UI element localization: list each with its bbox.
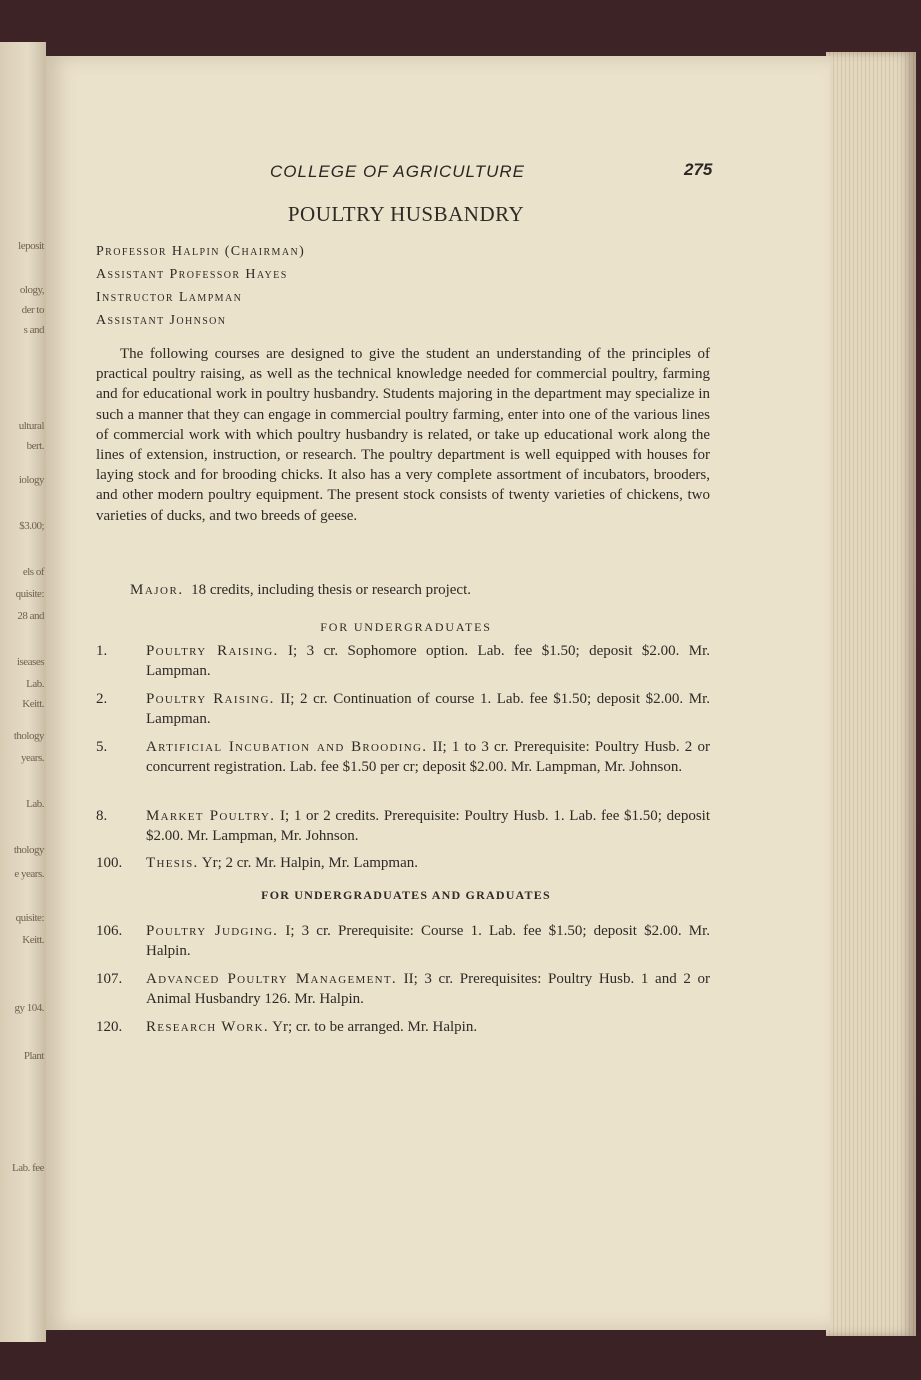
course-number: 5. xyxy=(96,739,108,755)
course-entry xyxy=(96,921,710,961)
facing-page-fragment: $3.00; xyxy=(19,520,44,532)
major-label: Major. xyxy=(130,582,184,598)
course-number: 2. xyxy=(96,691,108,707)
section-title: POULTRY HUSBANDRY xyxy=(287,202,525,226)
course-name: Poultry Raising. xyxy=(146,691,275,707)
course-details: I; 1 or 2 credits. Prerequisite: Poultry Husb. 1. Lab. fee $1.50; deposit $2.00. Mr. Lampman, Mr. Johnson. xyxy=(146,808,710,845)
course-entry xyxy=(96,806,710,846)
course-details: I; 3 cr. Prerequisite: Course 1. Lab. fee $1.50; deposit $2.00. Mr. Halpin. xyxy=(146,923,710,960)
facing-page-fragment: Keitt. xyxy=(22,698,44,710)
course-entry xyxy=(96,737,710,777)
facing-page-fragment: thology xyxy=(13,844,44,856)
major-text: 18 credits, including thesis or research project. xyxy=(191,582,472,598)
course-name: Advanced Poultry Management. xyxy=(146,971,397,987)
major-requirement xyxy=(130,582,710,599)
course-name: Thesis. xyxy=(146,855,199,871)
facing-page-fragment: Lab. xyxy=(26,678,44,690)
course-name: Poultry Raising. xyxy=(146,643,279,659)
course-details: II; 1 to 3 cr. Prerequisite: Poultry Husb. 2 or concurrent registration. Lab. fee $1.50 per cr; deposit $2.00. Mr. Lampman, Mr. Johnson. xyxy=(146,739,710,776)
course-details: II; 3 cr. Prerequisites: Poultry Husb. 1 and 2 or Animal Husbandry 126. Mr. Halpin. xyxy=(146,971,710,1008)
facing-page-edge xyxy=(0,42,46,1342)
graduate-heading: FOR UNDERGRADUATES AND GRADUATES xyxy=(261,888,551,902)
facing-page-fragment: iseases xyxy=(16,656,44,668)
course-name: Market Poultry. xyxy=(146,808,276,824)
intro-paragraph: The following courses are designed to give the student an understanding of the principles of practical poultry raising, as well as the technical knowledge needed for commercial poultry, farming and for educational work in poultry husbandry. Students majoring in the department may specialize in such a manner that they can engage in commercial poultry farming, enter into one of the various lines of commercial work with which poultry husbandry is related, or take up educational work along the lines of extension, instruction, or research. The poultry department is well equipped with houses for laying stock and for brooding chicks. It also has a very complete assortment of incubators, brooders, and other modern poultry equipment. The present stock consists of twenty varieties of chickens, two varieties of ducks, and two breeds of geese. xyxy=(96,346,710,524)
facing-page-fragment: e years. xyxy=(14,868,44,880)
course-number: 8. xyxy=(96,808,108,824)
course-entry xyxy=(96,1017,710,1037)
page-content xyxy=(46,56,830,1330)
facing-page-fragment: years. xyxy=(21,752,44,764)
course-details: I; 3 cr. Sophomore option. Lab. fee $1.50; deposit $2.00. Mr. Lampman. xyxy=(146,643,710,680)
facing-page-fragment: iology xyxy=(18,474,44,486)
staff-member: Instructor Lampman xyxy=(96,290,243,305)
course-number: 107. xyxy=(96,971,123,987)
facing-page-fragment: els of xyxy=(22,566,44,578)
course-name: Poultry Judging. xyxy=(146,923,279,939)
facing-page-fragment: Plant xyxy=(23,1050,44,1062)
facing-page-fragment: leposit xyxy=(18,240,44,252)
course-entry xyxy=(96,641,710,681)
course-number: 120. xyxy=(96,1019,123,1035)
course-details: Yr; 2 cr. Mr. Halpin, Mr. Lampman. xyxy=(201,855,418,871)
facing-page-fragment: Lab. xyxy=(26,798,44,810)
course-number: 100. xyxy=(96,855,123,871)
course-name: Artificial Incubation and Brooding. xyxy=(146,739,428,755)
course-details: Yr; cr. to be arranged. Mr. Halpin. xyxy=(272,1019,478,1035)
course-details: II; 2 cr. Continuation of course 1. Lab. fee $1.50; deposit $2.00. Mr. Lampman. xyxy=(146,691,710,728)
facing-page-fragment: gy 104. xyxy=(14,1002,44,1014)
staff-list xyxy=(96,240,696,332)
facing-page-fragment: thology xyxy=(13,730,44,742)
facing-page-fragment: der to xyxy=(21,304,44,316)
course-entry xyxy=(96,853,710,873)
staff-member: Professor Halpin (Chairman) xyxy=(96,244,306,259)
facing-page-fragment: Keitt. xyxy=(22,934,44,946)
page-stack-edge xyxy=(826,52,916,1336)
facing-page-fragment: Lab. fee xyxy=(11,1162,44,1174)
facing-page-fragment: quisite: xyxy=(15,588,44,600)
staff-member: Assistant Johnson xyxy=(96,313,227,328)
course-entry xyxy=(96,689,710,729)
running-head: COLLEGE OF AGRICULTURE xyxy=(270,162,526,181)
facing-page-fragment: quisite: xyxy=(15,912,44,924)
page-number: 275 xyxy=(684,160,713,179)
facing-page-fragment: ultural xyxy=(18,420,44,432)
facing-page-fragment: s and xyxy=(23,324,44,336)
course-number: 1. xyxy=(96,643,108,659)
course-entry xyxy=(96,969,710,1009)
course-name: Research Work. xyxy=(146,1019,269,1035)
facing-page-fragment: bert. xyxy=(26,440,44,452)
facing-page-fragment: 28 and xyxy=(17,610,44,622)
book-page xyxy=(46,56,830,1330)
undergrad-heading: FOR UNDERGRADUATES xyxy=(320,620,492,634)
staff-member: Assistant Professor Hayes xyxy=(96,267,288,282)
facing-page-fragment: ology, xyxy=(19,284,44,296)
course-number: 106. xyxy=(96,923,123,939)
